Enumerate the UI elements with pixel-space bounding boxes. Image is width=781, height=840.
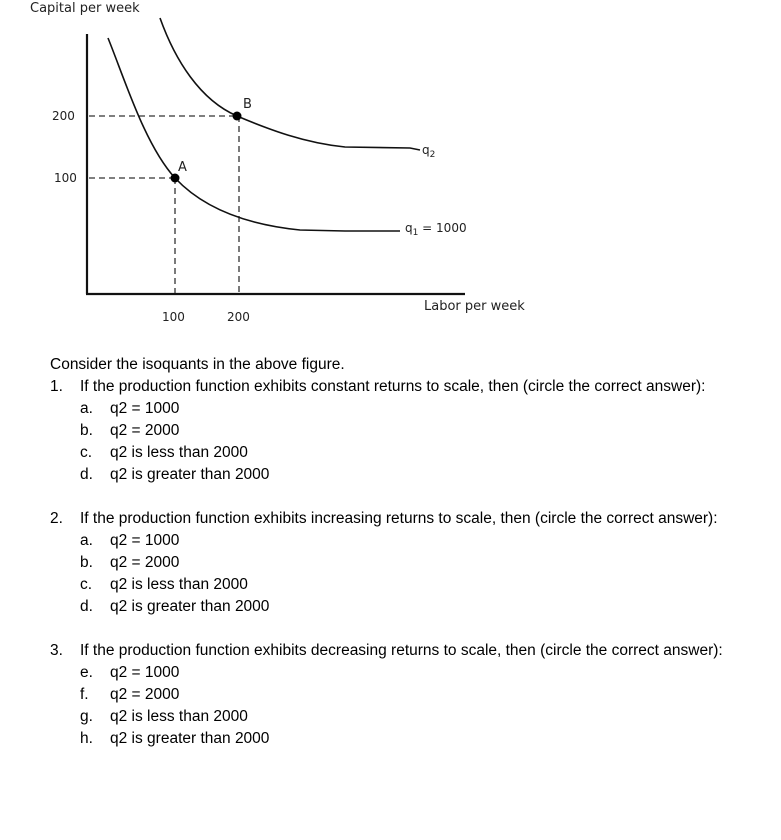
answer-choice[interactable]: [80, 728, 750, 750]
isoquant-q2-curve: [160, 18, 420, 150]
choice-letter: f.: [80, 686, 89, 703]
isoquant-q1-label: [405, 221, 467, 238]
y-tick-label: 200: [52, 109, 75, 123]
choice-letter: b.: [80, 554, 93, 571]
choice-text: q2 = 2000: [110, 554, 180, 571]
choice-text: q2 is greater than 2000: [110, 466, 270, 483]
answer-choice[interactable]: [80, 662, 750, 684]
choice-letter: a.: [80, 400, 93, 417]
question-text: If the production function exhibits constant returns to scale, then (circle the correct answer):: [80, 378, 706, 395]
question-number: 2.: [50, 510, 63, 527]
choice-letter: d.: [80, 598, 93, 615]
question-section: [50, 354, 750, 750]
answer-choice[interactable]: [80, 442, 750, 464]
isoquant-q1-curve: [108, 38, 400, 231]
intro-text: Consider the isoquants in the above figure.: [50, 356, 345, 373]
point-b-marker: [233, 112, 242, 121]
q1-label-sub: 1: [412, 228, 419, 238]
x-tick-label: 100: [162, 310, 185, 324]
question-text: If the production function exhibits decreasing returns to scale, then (circle the correct answer):: [80, 642, 723, 659]
choice-text: q2 is greater than 2000: [110, 598, 270, 615]
answer-choice[interactable]: [80, 530, 750, 552]
q1-label-main: q: [405, 221, 413, 235]
choice-text: q2 = 1000: [110, 400, 180, 417]
answer-choice[interactable]: [80, 464, 750, 486]
choice-letter: a.: [80, 532, 93, 549]
choice-letter: b.: [80, 422, 93, 439]
choice-text: q2 = 1000: [110, 532, 180, 549]
answer-choice[interactable]: [80, 684, 750, 706]
y-tick-label: 100: [54, 171, 77, 185]
x-axis-label: Labor per week: [424, 299, 525, 314]
q1-label-value: = 1000: [418, 221, 467, 235]
answer-choice[interactable]: [80, 398, 750, 420]
q2-label-sub: 2: [429, 150, 436, 160]
point-a-label: A: [178, 160, 187, 175]
choice-text: q2 is greater than 2000: [110, 730, 270, 747]
choice-text: q2 = 2000: [110, 422, 180, 439]
point-b-label: B: [243, 97, 252, 112]
y-axis-label: Capital per week: [30, 1, 140, 16]
answer-choices: [50, 530, 750, 618]
choice-letter: g.: [80, 708, 93, 725]
answer-choice[interactable]: [80, 596, 750, 618]
choice-letter: c.: [80, 444, 93, 461]
choice-text: q2 = 2000: [110, 686, 180, 703]
answer-choices: [50, 398, 750, 486]
answer-choice[interactable]: [80, 574, 750, 596]
answer-choices: [50, 662, 750, 750]
question-text: If the production function exhibits increasing returns to scale, then (circle the correct answer):: [80, 510, 718, 527]
isoquant-q2-label: [422, 143, 435, 160]
q2-label-main: q: [422, 143, 430, 157]
choice-letter: h.: [80, 730, 93, 747]
choice-text: q2 = 1000: [110, 664, 180, 681]
choice-letter: c.: [80, 576, 93, 593]
choice-letter: d.: [80, 466, 93, 483]
choice-text: q2 is less than 2000: [110, 576, 248, 593]
choice-text: q2 is less than 2000: [110, 708, 248, 725]
choice-letter: e.: [80, 664, 93, 681]
question-1: [50, 376, 750, 486]
x-tick-label: 200: [227, 310, 250, 324]
question-number: 1.: [50, 378, 63, 395]
question-number: 3.: [50, 642, 63, 659]
answer-choice[interactable]: [80, 552, 750, 574]
question-3: [50, 640, 750, 750]
answer-choice[interactable]: [80, 706, 750, 728]
choice-text: q2 is less than 2000: [110, 444, 248, 461]
isoquant-figure: [0, 0, 781, 345]
answer-choice[interactable]: [80, 420, 750, 442]
question-2: [50, 508, 750, 618]
